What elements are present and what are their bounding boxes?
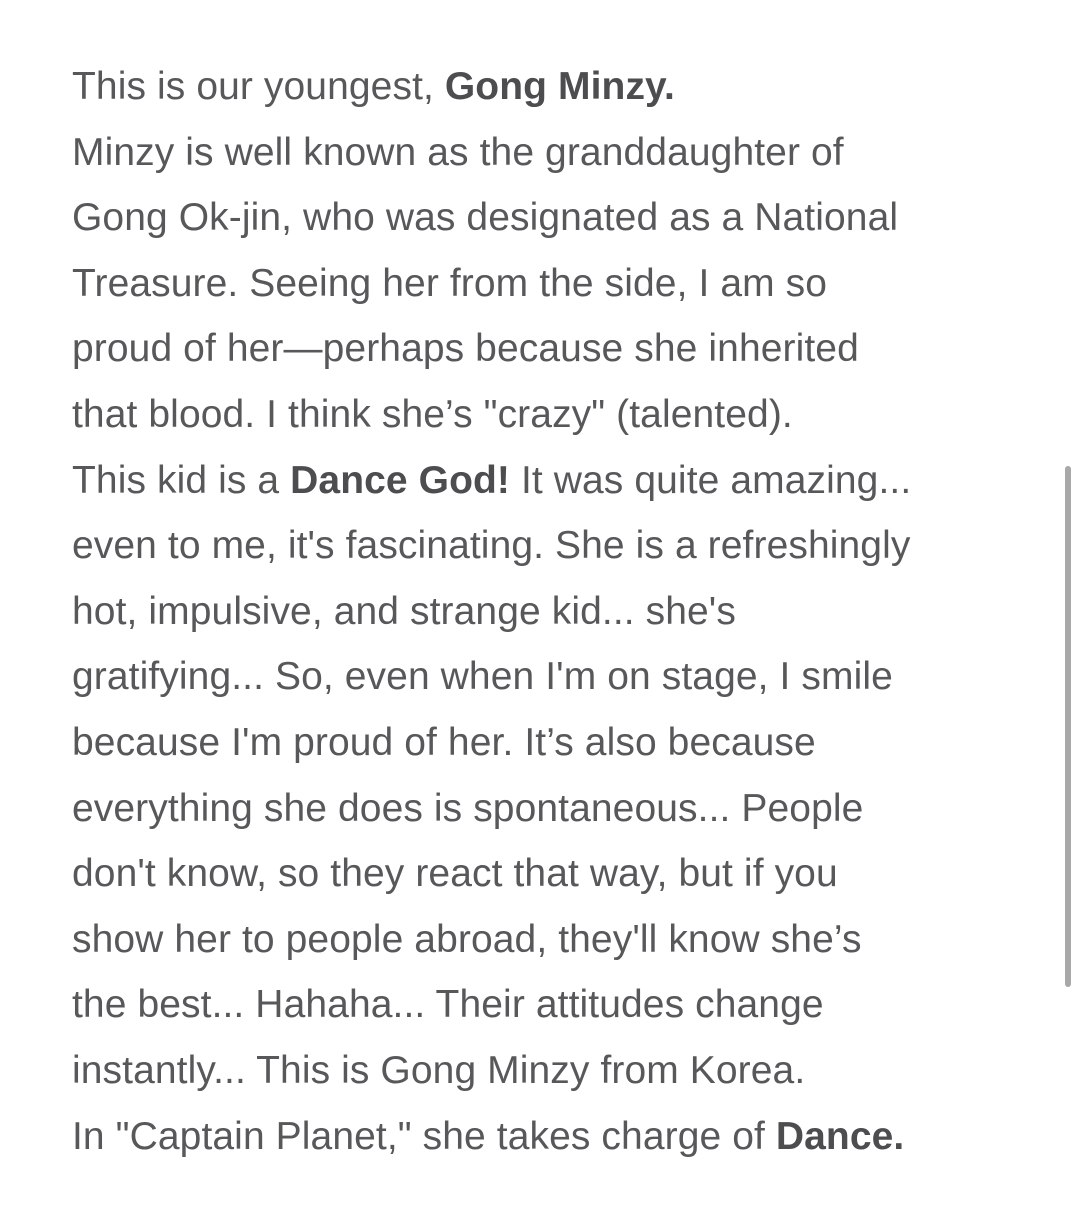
text-line [72,513,1050,579]
text-line [72,907,1050,973]
text-line [72,644,1050,710]
text-segment: In "Captain Planet," she takes charge of [72,1114,776,1158]
translated-text-block [72,54,1050,1169]
text-segment: Treasure. Seeing her from the side, I am so [72,261,828,305]
text-line [72,776,1050,842]
text-segment: This is our youngest, [72,65,445,108]
bold-text-segment: Dance. [775,1114,905,1158]
text-line [72,972,1050,1038]
text-line [72,1038,1050,1104]
text-line [72,382,1050,448]
text-line [72,120,1050,186]
text-segment: Minzy is well known as the granddaughter of [72,130,844,174]
text-segment: hot, impulsive, and strange kid... she's [72,589,736,633]
bold-text-segment: Gong Minzy. [444,65,675,108]
text-line [72,448,1050,514]
text-line [72,1104,1050,1170]
text-segment: gratifying... So, even when I'm on stage, I smile [72,655,893,699]
text-segment: It was quite amazing... [510,458,912,502]
vertical-scrollbar-thumb[interactable] [1065,466,1071,987]
text-line [72,579,1050,645]
text-line [72,54,1050,120]
text-line [72,316,1050,382]
text-segment: because I'm proud of her. It’s also because [72,720,816,764]
bold-text-segment: Dance God! [290,458,511,502]
text-segment: everything she does is spontaneous... People [72,786,864,830]
text-line [72,251,1050,317]
text-line [72,185,1050,251]
text-line [72,710,1050,776]
text-line [72,841,1050,907]
text-segment: don't know, so they react that way, but if you [72,852,838,896]
text-segment: the best... Hahaha... Their attitudes change [72,983,824,1027]
text-segment: show her to people abroad, they'll know she’s [72,917,862,961]
text-segment: Gong Ok-jin, who was designated as a National [72,196,899,240]
text-segment: instantly... This is Gong Minzy from Korea. [72,1048,806,1092]
text-segment: that blood. I think she’s "crazy" (talented). [72,392,793,436]
text-segment: even to me, it's fascinating. She is a refreshingly [72,524,911,568]
text-segment: proud of her—perhaps because she inherited [72,327,859,371]
text-segment: This kid is a [72,458,291,502]
